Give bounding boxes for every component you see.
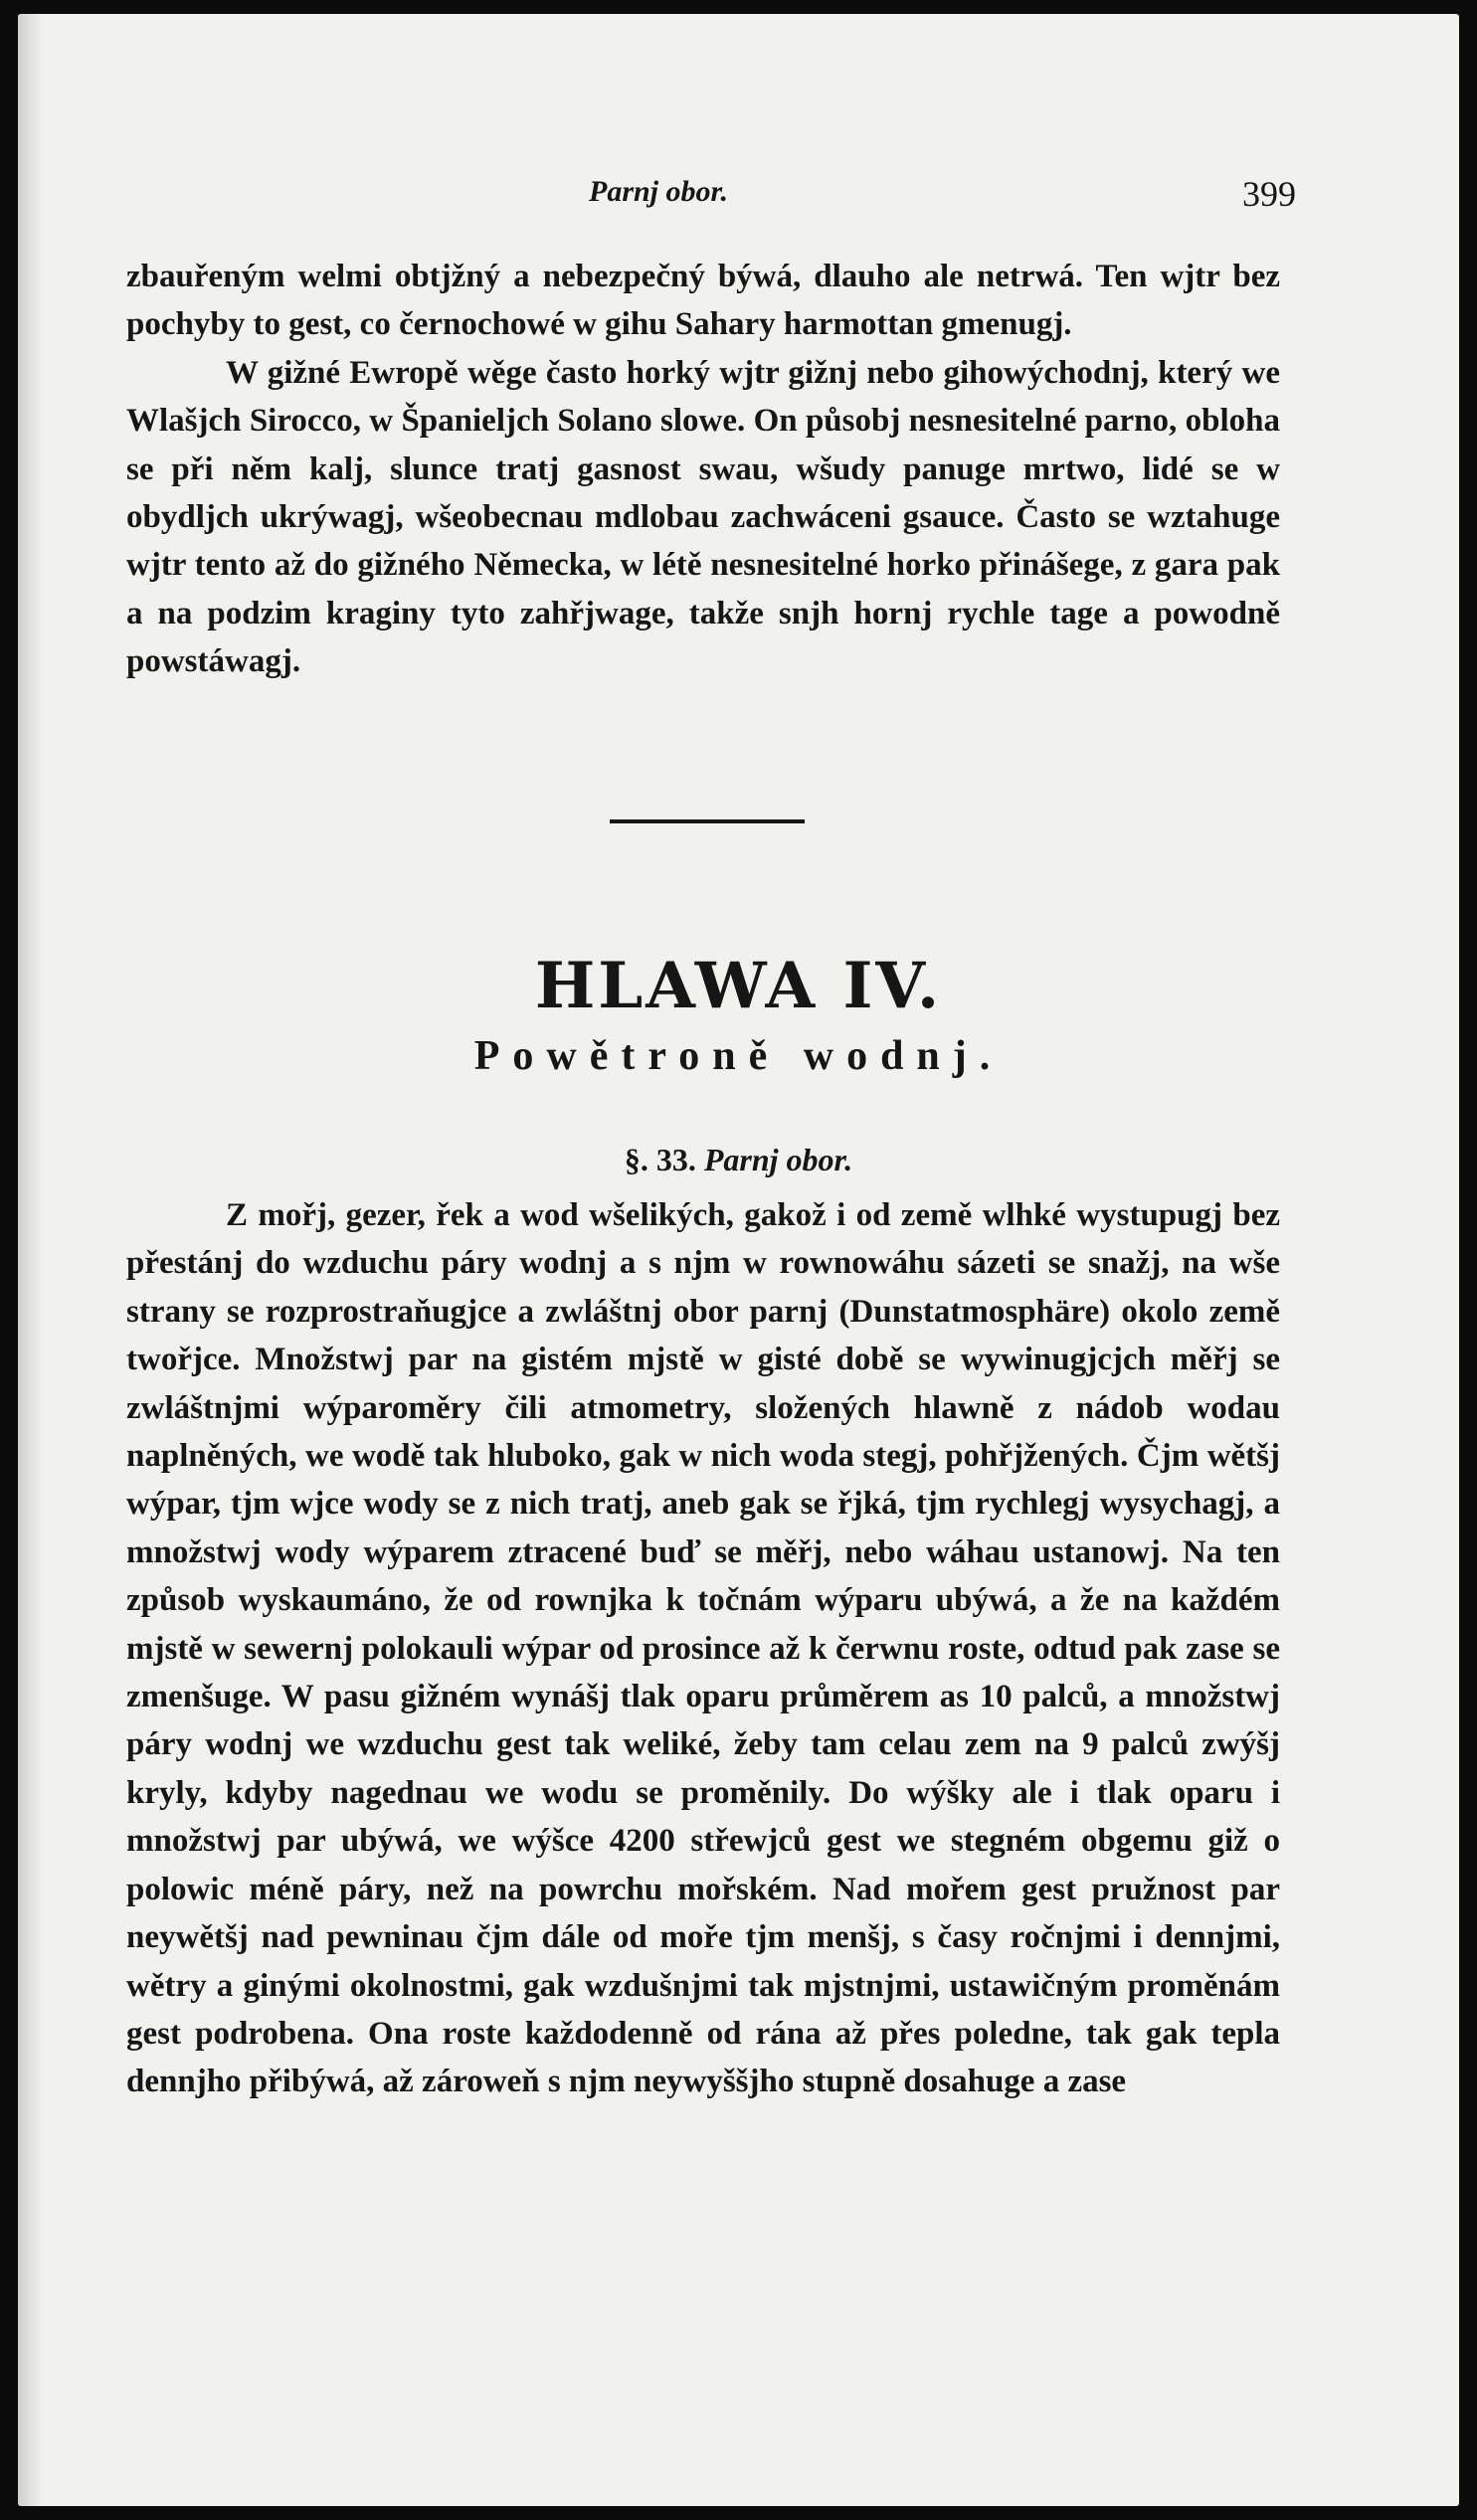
chapter-subtitle: Powětroně wodnj. bbox=[473, 1033, 1004, 1079]
top-text-block bbox=[126, 253, 1280, 686]
running-head-title: Parnj obor. bbox=[589, 175, 729, 208]
section-heading bbox=[18, 1142, 1459, 1178]
page-fold-shadow bbox=[18, 14, 42, 2506]
section-number: §. 33. bbox=[624, 1142, 696, 1177]
page-number: 399 bbox=[1242, 174, 1296, 214]
chapter-heading: HLAWA IV. bbox=[534, 949, 943, 1023]
book-page bbox=[18, 14, 1459, 2506]
section-title: Parnj obor. bbox=[703, 1142, 853, 1177]
section-divider-rule bbox=[610, 819, 805, 823]
main-text-block bbox=[126, 1191, 1280, 2106]
paragraph-south-europe-wind: W gižné Ewropě wěge často horký wjtr gižnj nebo gihowýchodnj, který we Wlašjch Sirocco, w Španieljch Solano slowe. On působj nesnesitelné parno, obloha se při něm kalj, slunce tratj gasnost swau, wšudy panuge mrtwo, lidé se w obydljch ukrýwagj, wšeobecnau mdlobau zachwáceni gsauce. Často se wztahuge wjtr tento až do gižného Německa, w létě nesnesitelné horko přinášege, z gara pak a na podzim kraginy tyto zahřjwage, takže snjh hornj rychle tage a powodně powstáwagj. bbox=[126, 354, 1280, 680]
running-head bbox=[18, 175, 1459, 235]
paragraph-continuation: zbauřeným welmi obtjžný a nebezpečný býwá, dlauho ale netrwá. Ten wjtr bez pochyby to gest, co černochowé w gihu Sahary harmottan gmenugj. bbox=[126, 259, 1280, 343]
paragraph-vapour-sphere: Z mořj, gezer, řek a wod wšelikých, gakož i od země wlhké wystupugj bez přestánj do wzduchu páry wodnj a s njm w rownowáhu sázeti se snažj, na wše strany se rozprostraňugjce a zwláštnj obor parnj (Dunstatmosphäre) okolo země twořjce. Množstwj par na gistém mjstě w gisté době se wywinugjcjch měřj se zwláštnjmi wýparoměry čili atmometry, složených hlawně z nádob wodau naplněných, we wodě tak hluboko, gak w nich woda stegj, pohřjžených. Čjm wětšj wýpar, tjm wjce wody se z nich tratj, aneb gak se řjká, tjm rychlegj wysychagj, a množstwj wody wýparem ztracené buď se měřj, nebo wáhau ustanowj. Na ten způsob wyskaumáno, že od rownjka k točnám wýparu ubýwá, a že na každém mjstě w sewernj polokauli wýpar od prosince až k čerwnu roste, odtud pak zase se zmenšuge. W pasu gižném wynášj tlak oparu průměrem as 10 palců, a množstwj páry wodnj we wzduchu gest tak weliké, žeby tam celau zem na 9 palců zwýšj kryly, kdyby nagednau we wodu se proměnily. Do wýšky ale i tlak oparu i množstwj par ubýwá, we wýšce 4200 střewjců gest we stegném obgemu giž o polowic méně páry, než na powrchu mořském. Nad mořem gest pružnost par neywětšj nad pewninau čjm dále od moře tjm menšj, s časy ročnjmi i dennjmi, wětry a ginými okolnostmi, gak wzdušnjmi tak mjstnjmi, ustawičným proměnám gest podrobena. Ona roste každodenně od rána až přes poledne, tak gak tepla dennjho přibýwá, až zároweň s njm neywyššjho stupně dosahuge a zase bbox=[126, 1197, 1280, 2100]
